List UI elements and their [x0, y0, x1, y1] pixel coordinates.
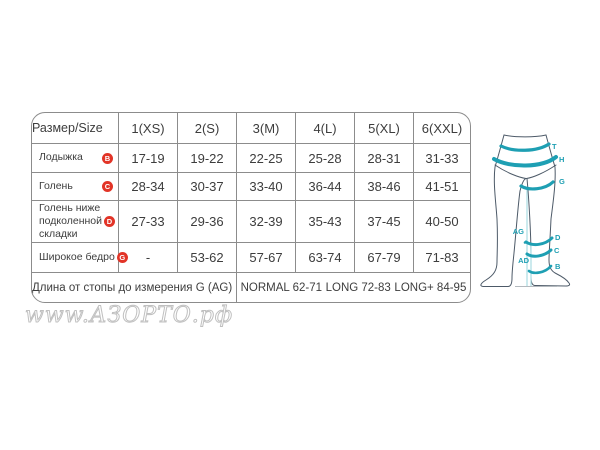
below-knee-value-3: 32-39: [236, 200, 295, 242]
calf-value-1: 28-34: [118, 172, 177, 200]
below-knee-value-6: 40-50: [413, 200, 470, 242]
row-label-ankle: Лодыжка: [39, 151, 83, 164]
table-row-thigh: [32, 242, 470, 272]
header-size-label: Размер/Size: [32, 121, 103, 135]
header-size-3m: 3(M): [236, 113, 295, 143]
marker-d-badge: D: [104, 216, 115, 227]
diagram-labels: [513, 142, 565, 271]
label-b-ankle: B: [555, 262, 561, 271]
ankle-value-4: 25-28: [295, 143, 354, 172]
below-knee-value-5: 37-45: [354, 200, 413, 242]
ankle-value-1: 17-19: [118, 143, 177, 172]
table-header-row: [32, 113, 470, 143]
calf-value-6: 41-51: [413, 172, 470, 200]
calf-value-5: 38-46: [354, 172, 413, 200]
calf-value-3: 33-40: [236, 172, 295, 200]
length-normal: NORMAL 62-71: [240, 281, 322, 294]
marker-b-badge: B: [102, 153, 113, 164]
label-t-waist: T: [552, 142, 557, 151]
measure-bands: [494, 144, 556, 273]
thigh-value-2: 53-62: [177, 242, 236, 272]
label-g-thigh: G: [559, 177, 565, 186]
site-watermark: www.АЗОРТО.рф: [25, 303, 234, 328]
thigh-value-5: 67-79: [354, 242, 413, 272]
calf-value-2: 30-37: [177, 172, 236, 200]
label-ag-length: AG: [512, 227, 524, 236]
length-long: LONG 72-83: [325, 281, 391, 294]
below-knee-value-4: 35-43: [295, 200, 354, 242]
band-t-waist: [501, 144, 549, 150]
label-c-calf: C: [554, 246, 560, 255]
row-label-cell: [32, 143, 118, 172]
row-label-thigh: Широкое бедро: [39, 250, 115, 263]
thigh-value-1: -: [118, 242, 177, 272]
ankle-value-6: 31-33: [413, 143, 470, 172]
band-h-hip: [494, 157, 556, 166]
ankle-value-5: 28-31: [354, 143, 413, 172]
band-d-below-knee: [526, 238, 552, 245]
band-b-ankle: [529, 266, 551, 273]
marker-c-badge: C: [102, 181, 113, 192]
table-row-ankle: [32, 143, 470, 172]
marker-g-badge: G: [117, 252, 128, 263]
thigh-value-4: 63-74: [295, 242, 354, 272]
header-size-4l: 4(L): [295, 113, 354, 143]
thigh-value-3: 57-67: [236, 242, 295, 272]
below-knee-value-2: 29-36: [177, 200, 236, 242]
header-size-5xl: 5(XL): [354, 113, 413, 143]
size-table-container: [31, 112, 471, 303]
table-row-below-knee: [32, 200, 470, 242]
label-h-hip: H: [559, 155, 565, 164]
table-row-calf: [32, 172, 470, 200]
calf-value-4: 36-44: [295, 172, 354, 200]
band-dots: [524, 186, 527, 244]
label-ad-length: AD: [518, 256, 529, 265]
table-row-length: [32, 272, 470, 302]
row-label-calf: Голень: [39, 179, 73, 192]
length-long-plus: LONG+ 84-95: [394, 281, 467, 294]
thigh-value-6: 71-83: [413, 242, 470, 272]
length-row-values: [236, 272, 470, 302]
size-table: [32, 113, 470, 302]
length-row-label: Длина от стопы до измерения G (AG): [32, 272, 236, 302]
leg-measurement-diagram: [475, 95, 600, 295]
header-size-1xs: 1(XS): [118, 113, 177, 143]
label-d-below-knee: D: [555, 233, 561, 242]
row-label-cell: [32, 200, 118, 242]
row-label-cell: [32, 242, 126, 272]
header-size-6xxl: 6(XXL): [413, 113, 470, 143]
row-label-cell: [32, 172, 118, 200]
below-knee-value-1: 27-33: [118, 200, 177, 242]
header-size-2s: 2(S): [177, 113, 236, 143]
ankle-value-2: 19-22: [177, 143, 236, 172]
ankle-value-3: 22-25: [236, 143, 295, 172]
row-label-below-knee: Голень ниже подколенной складки: [39, 201, 103, 241]
